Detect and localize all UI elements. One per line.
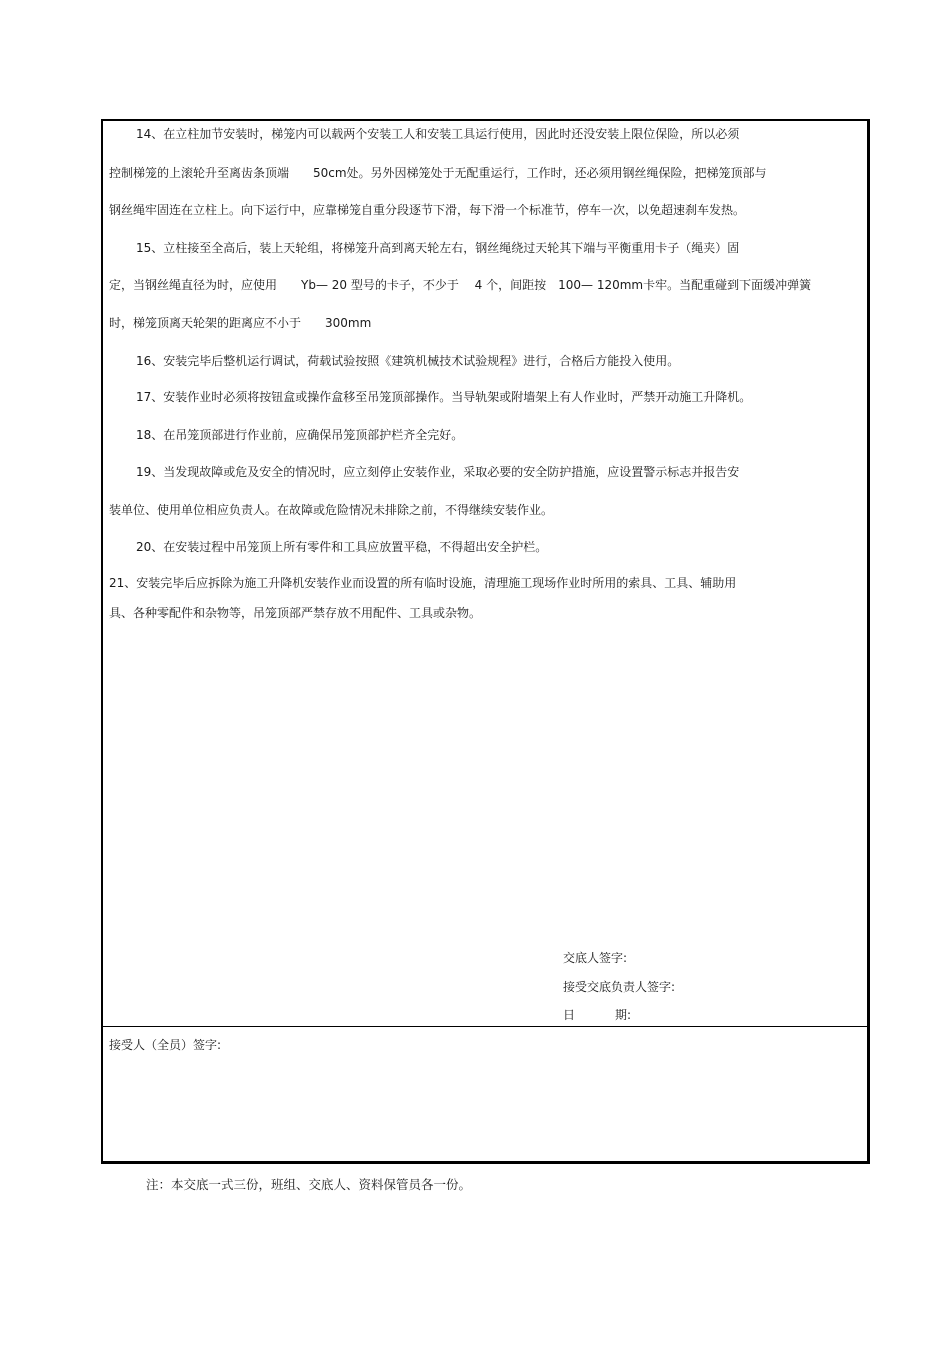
receiver-lead-signature-label: 接受交底负责人签字: — [563, 980, 676, 994]
date-label-right: 期: — [615, 1008, 632, 1022]
content-line-9: 18、在吊笼顶部进行作业前，应确保吊笼顶部护栏齐全完好。 — [136, 428, 464, 442]
footnote: 注：本交底一式三份，班组、交底人、资料保管员各一份。 — [146, 1177, 472, 1192]
content-line-8: 17、安装作业时必须将按钮盒或操作盒移至吊笼顶部操作。当导轨架或附墙架上有人作业时，严禁开动施工升降机。 — [136, 390, 752, 404]
date-label-left: 日 — [563, 1008, 576, 1022]
date-label — [563, 1008, 631, 1022]
section-divider — [103, 1026, 867, 1027]
content-line-5: 定，当钢丝绳直径为时，应使用 Yb— 20 型号的卡子，不少于 4 个，间距按 100— 120mm卡牢。当配重碰到下面缓冲弹簧 — [109, 278, 812, 292]
disclosure-form — [101, 119, 870, 1164]
content-line-1: 14、在立柱加节安装时，梯笼内可以载两个安装工人和安装工具运行使用，因此时还没安装上限位保险，所以必须 — [136, 127, 740, 141]
content-line-4: 15、立柱接至全高后，装上天轮组，将梯笼升高到离天轮左右，钢丝绳绕过天轮其下端与平衡重用卡子（绳夹）固 — [136, 241, 740, 255]
content-line-2: 控制梯笼的上滚轮升至离齿条顶端 50cm处。另外因梯笼处于无配重运行，工作时，还必须用钢丝绳保险，把梯笼顶部与 — [109, 166, 767, 180]
receivers-signature-label: 接受人（全员）签字: — [109, 1038, 222, 1052]
content-line-6: 时，梯笼顶离天轮架的距离应不小于 300mm — [109, 316, 372, 330]
content-line-11: 装单位、使用单位相应负责人。在故障或危险情况未排除之前，不得继续安装作业。 — [109, 503, 554, 517]
content-line-10: 19、当发现故障或危及安全的情况时，应立刻停止安装作业，采取必要的安全防护措施，应设置警示标志并报告安 — [136, 465, 740, 479]
content-line-3: 钢丝绳牢固连在立柱上。向下运行中，应靠梯笼自重分段逐节下滑，每下滑一个标准节，停车一次，以免超速刹车发热。 — [109, 203, 746, 217]
content-line-13: 21、安装完毕后应拆除为施工升降机安装作业而设置的所有临时设施，清理施工现场作业时所用的索具、工具、辅助用 — [109, 576, 737, 590]
content-line-12: 20、在安装过程中吊笼顶上所有零件和工具应放置平稳，不得超出安全护栏。 — [136, 540, 548, 554]
presenter-signature-label: 交底人签字: — [563, 951, 628, 965]
content-line-7: 16、安装完毕后整机运行调试，荷载试验按照《建筑机械技术试验规程》进行，合格后方能投入使用。 — [136, 354, 680, 368]
content-line-14: 具、各种零配件和杂物等，吊笼顶部严禁存放不用配件、工具或杂物。 — [109, 606, 482, 620]
